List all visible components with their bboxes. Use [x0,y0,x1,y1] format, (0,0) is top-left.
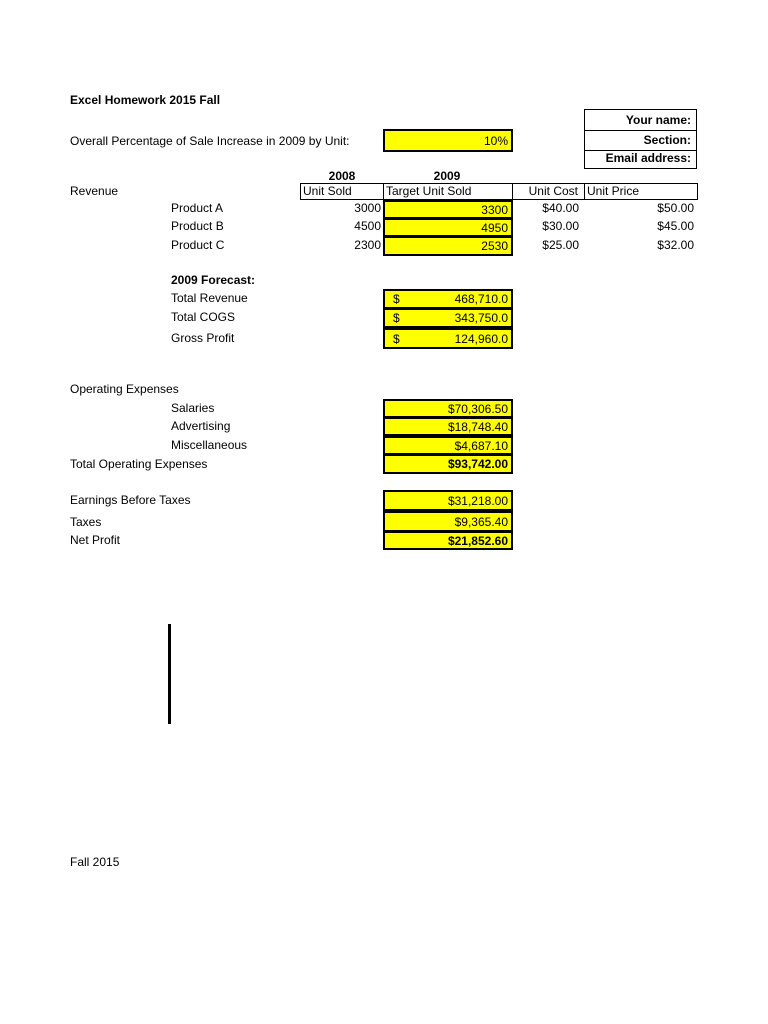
net-profit-cell[interactable] [383,531,513,550]
miscellaneous-cell[interactable] [383,436,513,455]
total-cogs-cell[interactable] [383,308,513,328]
column-header-row [300,183,698,200]
total-opex-value: $93,742.00 [447,457,508,471]
advertising-value: $18,748.40 [447,420,508,434]
ebt-cell[interactable] [383,490,513,511]
your-name-label: Your name: [625,113,691,127]
unit-price-cell[interactable]: $50.00 [657,201,694,215]
unit-cost-header: Unit Cost [528,184,578,198]
footer-text: Fall 2015 [70,855,120,869]
section-label: Section: [643,133,691,147]
total-cogs-label: Total COGS [171,310,236,324]
document-title: Excel Homework 2015 Fall [70,93,221,107]
total-revenue-cell[interactable] [383,289,513,309]
unit-cost-cell[interactable]: $30.00 [542,219,579,233]
forecast-heading: 2009 Forecast: [171,273,256,287]
taxes-cell[interactable] [383,511,513,532]
ebt-value: $31,218.00 [447,494,508,508]
year-2008-header: 2008 [328,169,356,183]
salaries-value: $70,306.50 [447,402,508,416]
increase-value: 10% [483,134,508,148]
net-profit-value: $21,852.60 [447,534,508,548]
unit-price-header: Unit Price [587,184,640,198]
advertising-cell[interactable] [383,417,513,436]
gross-profit-cell[interactable] [383,328,513,349]
unit-cost-cell[interactable]: $40.00 [542,201,579,215]
advertising-label: Advertising [171,419,231,433]
total-revenue-value: 468,710.0 [454,292,508,306]
unit-cost-cell[interactable]: $25.00 [542,238,579,252]
target-cell[interactable] [383,218,513,237]
unit-price-cell[interactable]: $45.00 [657,219,694,233]
miscellaneous-label: Miscellaneous [171,438,248,452]
student-info-box [584,109,697,169]
unit-sold-cell[interactable]: 3000 [354,201,381,215]
total-revenue-label: Total Revenue [171,291,248,305]
total-opex-cell[interactable] [383,454,513,474]
salaries-cell[interactable] [383,399,513,418]
salaries-label: Salaries [171,401,215,415]
product-name: Product B [171,219,224,233]
taxes-value: $9,365.40 [454,515,508,529]
net-profit-label: Net Profit [70,533,121,547]
product-name: Product C [171,238,225,252]
year-2009-header: 2009 [433,169,461,183]
unit-sold-header: Unit Sold [303,184,352,198]
miscellaneous-value: $4,687.10 [454,439,508,453]
ebt-label: Earnings Before Taxes [70,493,191,507]
currency-symbol: $ [393,311,400,325]
total-cogs-value: 343,750.0 [454,311,508,325]
email-label: Email address: [605,151,691,165]
opex-heading: Operating Expenses [70,382,179,396]
unit-price-cell[interactable]: $32.00 [657,238,694,252]
vertical-line [168,624,171,724]
revenue-label: Revenue [70,184,119,198]
gross-profit-label: Gross Profit [171,331,235,345]
target-value: 3300 [481,203,508,217]
currency-symbol: $ [393,332,400,346]
target-value: 2530 [481,239,508,253]
increase-input[interactable] [383,129,513,152]
increase-label: Overall Percentage of Sale Increase in 2009 by Unit: [70,134,350,148]
taxes-label: Taxes [70,515,102,529]
target-value: 4950 [481,221,508,235]
product-name: Product A [171,201,224,215]
target-cell[interactable] [383,236,513,256]
total-opex-label: Total Operating Expenses [70,457,208,471]
target-unit-sold-header: Target Unit Sold [386,184,472,198]
gross-profit-value: 124,960.0 [454,332,508,346]
unit-sold-cell[interactable]: 2300 [354,238,381,252]
target-cell[interactable] [383,200,513,219]
unit-sold-cell[interactable]: 4500 [354,219,381,233]
currency-symbol: $ [393,292,400,306]
